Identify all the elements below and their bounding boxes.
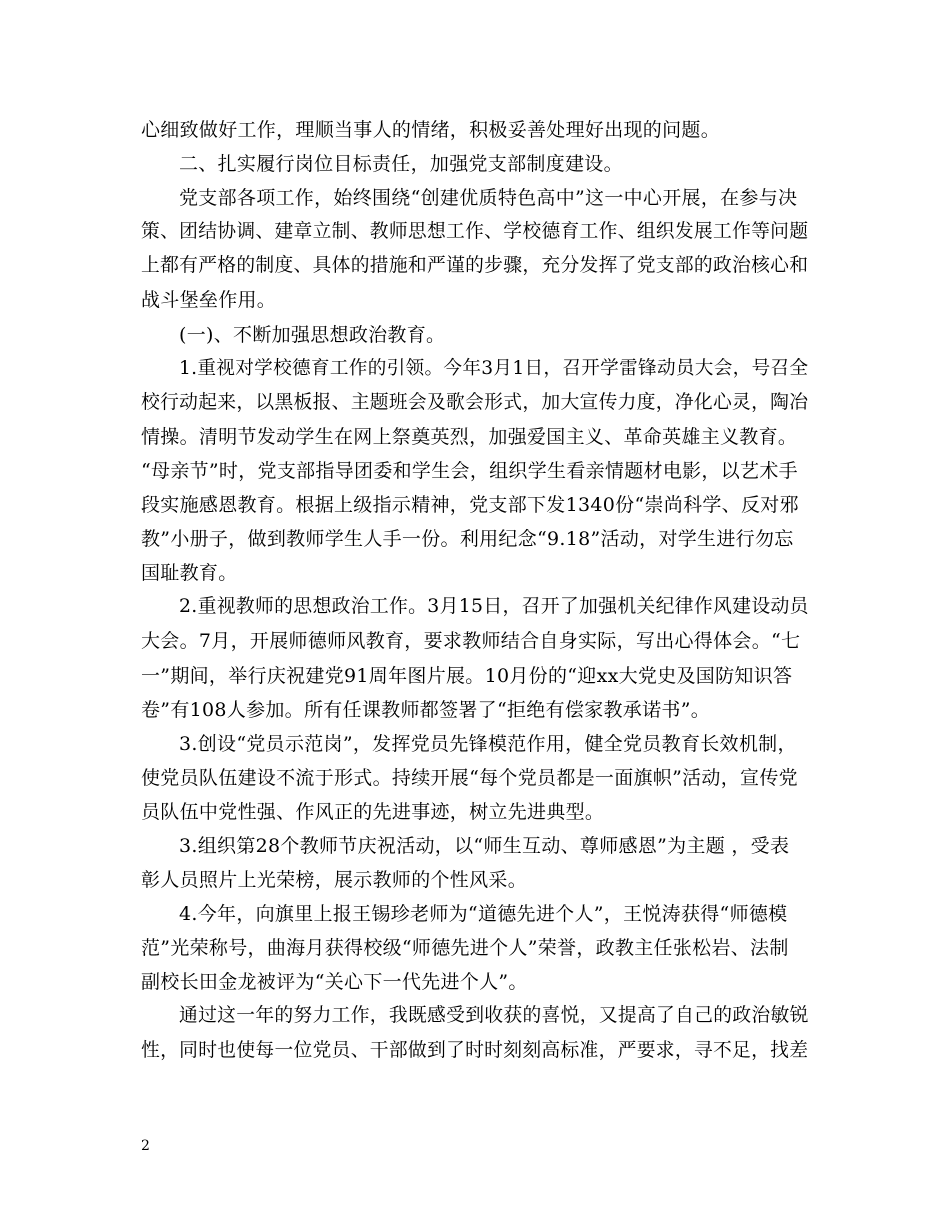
document-body [141, 113, 809, 1068]
text-line: 副校长田金龙被评为“关心下一代先进个人”。 [141, 971, 528, 994]
text-line: 卷”有108人参加。所有任课教师都签署了“拒绝有偿家教承诺书”。 [141, 698, 711, 721]
text-line: 情操。清明节发动学生在网上祭奠英烈，加强爱国主义、革命英雄主义教育。 [141, 425, 798, 448]
text-line: 2.重视教师的思想政治工作。3月15日，召开了加强机关纪律作风建设动员 [179, 596, 809, 618]
text-line: 段实施感恩教育。根据上级指示精神，党支部下发1340份“崇尚科学、反对邪 [141, 494, 799, 517]
text-line: 策、团结协调、建章立制、教师思想工作、学校德育工作、组织发展工作等问题 [141, 221, 809, 243]
text-line: 3.创设“党员示范岗”，发挥党员先锋模范作用，健全党员教育长效机制， [179, 732, 797, 755]
text-line: 二、扎实履行岗位目标责任，加强党支部制度建设。 [179, 153, 623, 176]
text-line: “母亲节”时，党支部指导团委和学生会，组织学生看亲情题材电影，以艺术手 [141, 459, 798, 482]
text-line: 1.重视对学校德育工作的引领。今年3月1日，召开学雷锋动员大会，号召全 [179, 357, 809, 379]
text-line: 范”光荣称号，曲海月获得校级“师德先进个人”荣誉，政教主任张松岩、法制 [141, 937, 789, 960]
text-line: 校行动起来，以黑板报、主题班会及歌会形式，加大宣传力度，净化心灵，陶冶 [141, 391, 809, 413]
text-line: 国耻教育。 [141, 562, 238, 585]
text-line: 战斗堡垒作用。 [141, 289, 277, 312]
text-line: 一”期间，举行庆祝建党91周年图片展。10月份的“迎xx大党史及国防知识答 [141, 664, 793, 687]
text-line: 大会。7月，开展师德师风教育，要求教师结合自身实际，写出心得体会。“七 [141, 630, 801, 653]
text-line: 3.组织第28个教师节庆祝活动，以“师生互动、尊师感恩”为主题 ，受表 [179, 834, 790, 857]
text-line: 党支部各项工作，始终围绕“创建优质特色高中”这一中心开展，在参与决 [179, 187, 798, 210]
text-line: 心细致做好工作，理顺当事人的情绪，积极妥善处理好出现的问题。 [141, 119, 721, 141]
text-line: (一)、不断加强思想政治教育。 [179, 323, 446, 346]
page-number: 2 [141, 1138, 150, 1154]
text-line: 通过这一年的努力工作，我既感受到收获的喜悦，又提高了自己的政治敏锐 [179, 1005, 809, 1027]
text-line: 彰人员照片上光荣榜，展示教师的个性风采。 [141, 869, 528, 892]
text-line: 性，同时也使每一位党员、干部做到了时时刻刻高标准，严要求，寻不足，找差 [141, 1039, 809, 1061]
text-line: 使党员队伍建设不流于形式。持续开展“每个党员都是一面旗帜”活动，宣传党 [141, 766, 798, 789]
text-line: 员队伍中党性强、作风正的先进事迹，树立先进典型。 [141, 800, 605, 823]
text-line: 上都有严格的制度、具体的措施和严谨的步骤，充分发挥了党支部的政治核心和 [141, 255, 809, 277]
text-line: 4.今年，向旗里上报王锡珍老师为“道德先进个人”，王悦涛获得“师德模 [179, 903, 788, 926]
text-line: 教”小册子，做到教师学生人手一份。利用纪念“9.18”活动，对学生进行勿忘 [141, 528, 794, 551]
